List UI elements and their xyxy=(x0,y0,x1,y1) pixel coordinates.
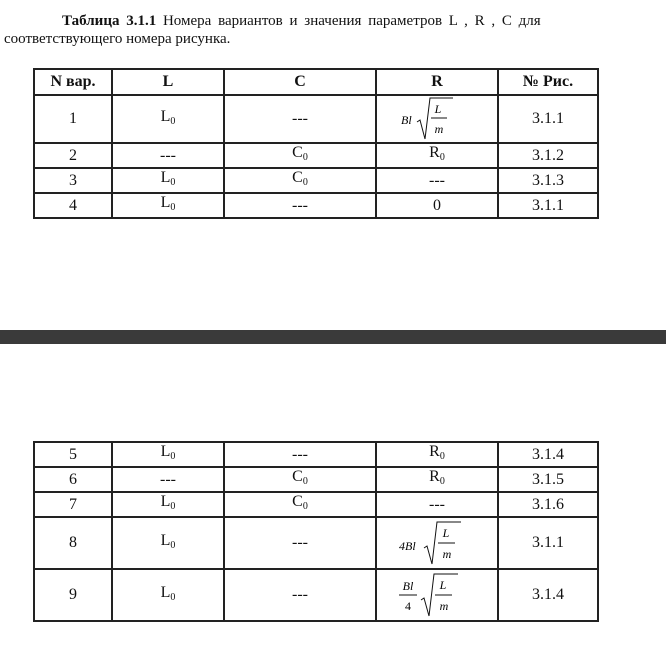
r-cell-formula xyxy=(376,569,498,621)
variant-cell: 6 xyxy=(34,467,112,492)
l-base: L xyxy=(160,583,171,601)
figure-cell: 3.1.6 xyxy=(498,492,598,517)
parameters-table-bottom xyxy=(33,441,599,622)
parameters-table-top xyxy=(33,68,599,219)
c-cell xyxy=(224,492,376,517)
figure-cell: 3.1.4 xyxy=(498,569,598,621)
r-cell-formula xyxy=(376,95,498,143)
c-cell xyxy=(224,467,376,492)
l-sub: 0 xyxy=(170,202,176,213)
formula-4bl-sqrt-l-over-m xyxy=(397,519,477,567)
table-row xyxy=(34,143,598,168)
c-cell: --- xyxy=(224,442,376,467)
l-base: L xyxy=(160,107,171,125)
c-cell xyxy=(224,143,376,168)
l-base: L xyxy=(160,531,171,549)
figure-cell: 3.1.1 xyxy=(498,193,598,218)
l-sub: 0 xyxy=(170,177,176,188)
figure-cell: 3.1.5 xyxy=(498,467,598,492)
variant-cell: 4 xyxy=(34,193,112,218)
formula-coef: 4Bl xyxy=(399,539,416,553)
l-cell: --- xyxy=(112,143,224,168)
l-sub: 0 xyxy=(170,591,176,603)
figure-cell: 3.1.1 xyxy=(498,517,598,569)
r-cell xyxy=(376,442,498,467)
variant-cell: 2 xyxy=(34,143,112,168)
r-cell: 0 xyxy=(376,193,498,218)
r-sub: 0 xyxy=(439,152,445,163)
table-row xyxy=(34,193,598,218)
l-sub: 0 xyxy=(170,501,176,512)
variant-cell: 8 xyxy=(34,517,112,569)
caption-label: Таблица 3.1.1 xyxy=(62,13,157,29)
r-cell xyxy=(376,467,498,492)
figure-cell: 3.1.3 xyxy=(498,168,598,193)
caption-text-1: Номера вариантов и значения параметров L , R , C для xyxy=(162,13,541,29)
table-row xyxy=(34,95,598,143)
caption-line-1 xyxy=(4,12,644,30)
figure-cell: 3.1.2 xyxy=(498,143,598,168)
sqrt-denominator: m xyxy=(434,122,444,136)
l-base: L xyxy=(160,194,171,211)
coef-numerator: Bl xyxy=(402,579,414,593)
l-sub: 0 xyxy=(170,451,176,462)
r-cell: --- xyxy=(376,168,498,193)
sqrt-denominator: m xyxy=(439,599,449,613)
variant-cell: 1 xyxy=(34,95,112,143)
c-base: C xyxy=(292,493,303,510)
l-base: L xyxy=(160,169,171,186)
l-cell xyxy=(112,517,224,569)
sqrt-numerator: L xyxy=(439,578,447,592)
header-figure: № Рис. xyxy=(498,69,598,95)
header-variant: N вар. xyxy=(34,69,112,95)
variant-cell: 7 xyxy=(34,492,112,517)
variant-cell: 5 xyxy=(34,442,112,467)
c-cell: --- xyxy=(224,193,376,218)
c-base: C xyxy=(292,468,303,485)
variant-cell: 3 xyxy=(34,168,112,193)
l-cell xyxy=(112,95,224,143)
formula-bl-over-4-sqrt-l-over-m xyxy=(397,571,477,619)
l-sub: 0 xyxy=(170,115,176,127)
header-l: L xyxy=(112,69,224,95)
sqrt-numerator: L xyxy=(442,526,450,540)
l-cell xyxy=(112,569,224,621)
r-cell xyxy=(376,143,498,168)
r-sub: 0 xyxy=(439,451,445,462)
figure-cell: 3.1.1 xyxy=(498,95,598,143)
table-row xyxy=(34,492,598,517)
l-cell xyxy=(112,168,224,193)
table-row xyxy=(34,569,598,621)
table-row xyxy=(34,517,598,569)
r-base: R xyxy=(429,468,440,485)
r-cell: --- xyxy=(376,492,498,517)
sqrt-numerator: L xyxy=(434,102,442,116)
c-cell xyxy=(224,168,376,193)
c-sub: 0 xyxy=(302,476,308,487)
l-cell xyxy=(112,193,224,218)
c-cell: --- xyxy=(224,95,376,143)
table-row xyxy=(34,168,598,193)
c-cell: --- xyxy=(224,569,376,621)
coef-denominator: 4 xyxy=(405,599,411,613)
c-cell: --- xyxy=(224,517,376,569)
header-c: C xyxy=(224,69,376,95)
r-cell-formula xyxy=(376,517,498,569)
formula-bl-sqrt-l-over-m xyxy=(397,96,477,142)
l-base: L xyxy=(160,443,171,460)
l-cell: --- xyxy=(112,467,224,492)
caption-line-2: соответствующего номера рисунка. xyxy=(4,31,231,47)
l-cell xyxy=(112,442,224,467)
r-sub: 0 xyxy=(439,476,445,487)
c-sub: 0 xyxy=(302,177,308,188)
table-header-row xyxy=(34,69,598,95)
l-sub: 0 xyxy=(170,539,176,551)
sqrt-denominator: m xyxy=(442,547,452,561)
table-row xyxy=(34,442,598,467)
variant-cell: 9 xyxy=(34,569,112,621)
l-cell xyxy=(112,492,224,517)
r-base: R xyxy=(429,443,440,460)
r-base: R xyxy=(429,144,440,161)
c-base: C xyxy=(292,169,303,186)
c-sub: 0 xyxy=(302,152,308,163)
table-caption xyxy=(4,12,644,48)
figure-cell: 3.1.4 xyxy=(498,442,598,467)
l-base: L xyxy=(160,493,171,510)
c-base: C xyxy=(292,144,303,161)
formula-coef: Bl xyxy=(401,113,412,127)
table-row xyxy=(34,467,598,492)
c-sub: 0 xyxy=(302,501,308,512)
header-r: R xyxy=(376,69,498,95)
page-separator xyxy=(0,330,666,344)
